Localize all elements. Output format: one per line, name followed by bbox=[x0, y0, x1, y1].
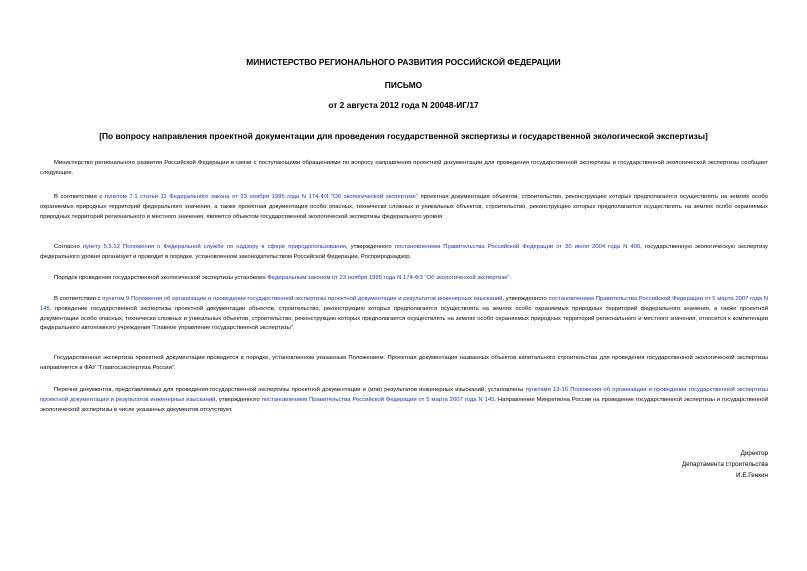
paragraph-text: , утвержденного bbox=[346, 244, 395, 250]
paragraph-text: Перечни документов, представляемых для проведения государственной экспертизы проектной документации и (или) результатов инженерных изысканий, установлены bbox=[54, 387, 526, 393]
document-type: ПИСЬМО bbox=[384, 80, 423, 90]
signature-department: Департамента строительства bbox=[681, 461, 768, 468]
expertise-regulation-points-13-16-link[interactable]: пунктами 13-16 Положения об организации и проведении государственной экспертизы проектной документации и результатов инженерных изысканий bbox=[40, 387, 768, 403]
expertise-regulation-point-9-link[interactable]: пунктом 9 Положения об организации и проведении государственной экспертизы проектной документации и результатов инженерных изысканий bbox=[102, 296, 503, 302]
paragraph-text: В соответствии с bbox=[54, 194, 105, 200]
signature-position: Директор bbox=[740, 450, 768, 457]
paragraph-text: проектная документация объектов, строительство, реконструкцию которых предполагается осуществлять на землях особо охраняемых природных территорий федерального значения, а также проектная документация особо опасных, технически сложных и уникальных объектов, строительство, реконструкцию которых предполагается осуществлять на землях особо охраняемых природных территорий регионального и местного значения, является объектом государственной экологической экспертизы федерального уровня. bbox=[40, 194, 769, 220]
document-date-number: от 2 августа 2012 года N 20048-ИГ/17 bbox=[328, 100, 479, 110]
rosprirodnadzor-regulation-link[interactable]: пункту 5.5.12 Положения о Федеральной службе по надзору в сфере природопользования bbox=[82, 244, 346, 250]
paragraph-4 bbox=[40, 274, 768, 284]
decree-145-link[interactable]: постановлением Правительства Российской Федерации от 5 марта 2007 года N 145 bbox=[40, 296, 769, 312]
document-subject: [По вопросу направления проектной документации для проведения государственной экспертизы и государственной экологической экспертизы] bbox=[99, 131, 708, 141]
paragraph-text: , утвержденного bbox=[502, 296, 549, 302]
paragraph-text: В соответствии с bbox=[54, 296, 103, 302]
paragraph-1 bbox=[40, 159, 768, 179]
federal-law-174fz-link[interactable]: Федеральным законом от 23 ноября 1995 года N 174-ФЗ "Об экологической экспертизе" bbox=[267, 275, 510, 281]
paragraph-3 bbox=[40, 243, 768, 263]
paragraph-text: Согласно bbox=[54, 244, 83, 250]
signature-name: И.Е.Генкин bbox=[736, 472, 768, 479]
paragraph-text: , государственную экологическую экспертизу федерального уровня организует и проводит в порядке, установленном законодательством Российской Федерации, Росприроднадзор. bbox=[40, 244, 768, 260]
paragraph-text: . bbox=[509, 275, 512, 281]
paragraph-text: Порядок проведения государственной экологической экспертизы установлен bbox=[54, 275, 268, 281]
paragraph-7 bbox=[40, 386, 768, 415]
ministry-title: МИНИСТЕРСТВО РЕГИОНАЛЬНОГО РАЗВИТИЯ РОССИЙСКОЙ ФЕДЕРАЦИИ bbox=[246, 57, 561, 67]
law-174fz-link[interactable]: пунктом 7.1 статьи 11 Федерального закона от 23 ноября 1995 года N 174-ФЗ "Об экологической экспертизе" bbox=[104, 194, 418, 200]
paragraph-text: Государственная экспертиза проектной документации проводится в порядке, установленном указанным Положением. Проектная документация названных объектов капитального строительства для проведения государственной экологической экспертизы направляется в ФАУ "Главгосэкспертиза России". bbox=[40, 355, 768, 371]
paragraph-text: , утвержденного bbox=[215, 396, 262, 403]
paragraph-5 bbox=[40, 295, 768, 334]
decree-145-link-2[interactable]: постановлением Правительства Российской Федерации от 5 марта 2007 года N 145 bbox=[261, 396, 495, 403]
decree-400-link[interactable]: постановлением Правительства Российской Федерации от 30 июля 2004 года N 400 bbox=[394, 244, 641, 250]
paragraph-text: . Направление Минрегиона России на проведение государственной экспертизы и государственной экологической экспертизы в числе указанных документов отсутствует. bbox=[40, 396, 768, 413]
paragraph-2 bbox=[40, 193, 768, 222]
paragraph-text: Министерство регионального развития Российской Федерации в связи с поступающими обращениями по вопросу направления проектной документации для проведения государственной экспертизы и государственной экологической экспертизы сообщает следующее. bbox=[40, 160, 768, 176]
paragraph-6 bbox=[40, 354, 768, 374]
paragraph-text: , проведение государственной экспертизы проектной документации объектов, строительство, реконструкцию которых предполагается осуществлять на землях особо охраняемых природных территорий федерального значения, а также проектной документации особо опасных, технически сложных и уникальных объектов, строительство, реконструкцию которых предполагается осуществлять на землях особо охраняемых природных территорий регионального и местного значения, относится к компетенции федерального автономного учреждения "Главное управление государственной экспертизы". bbox=[40, 305, 768, 332]
